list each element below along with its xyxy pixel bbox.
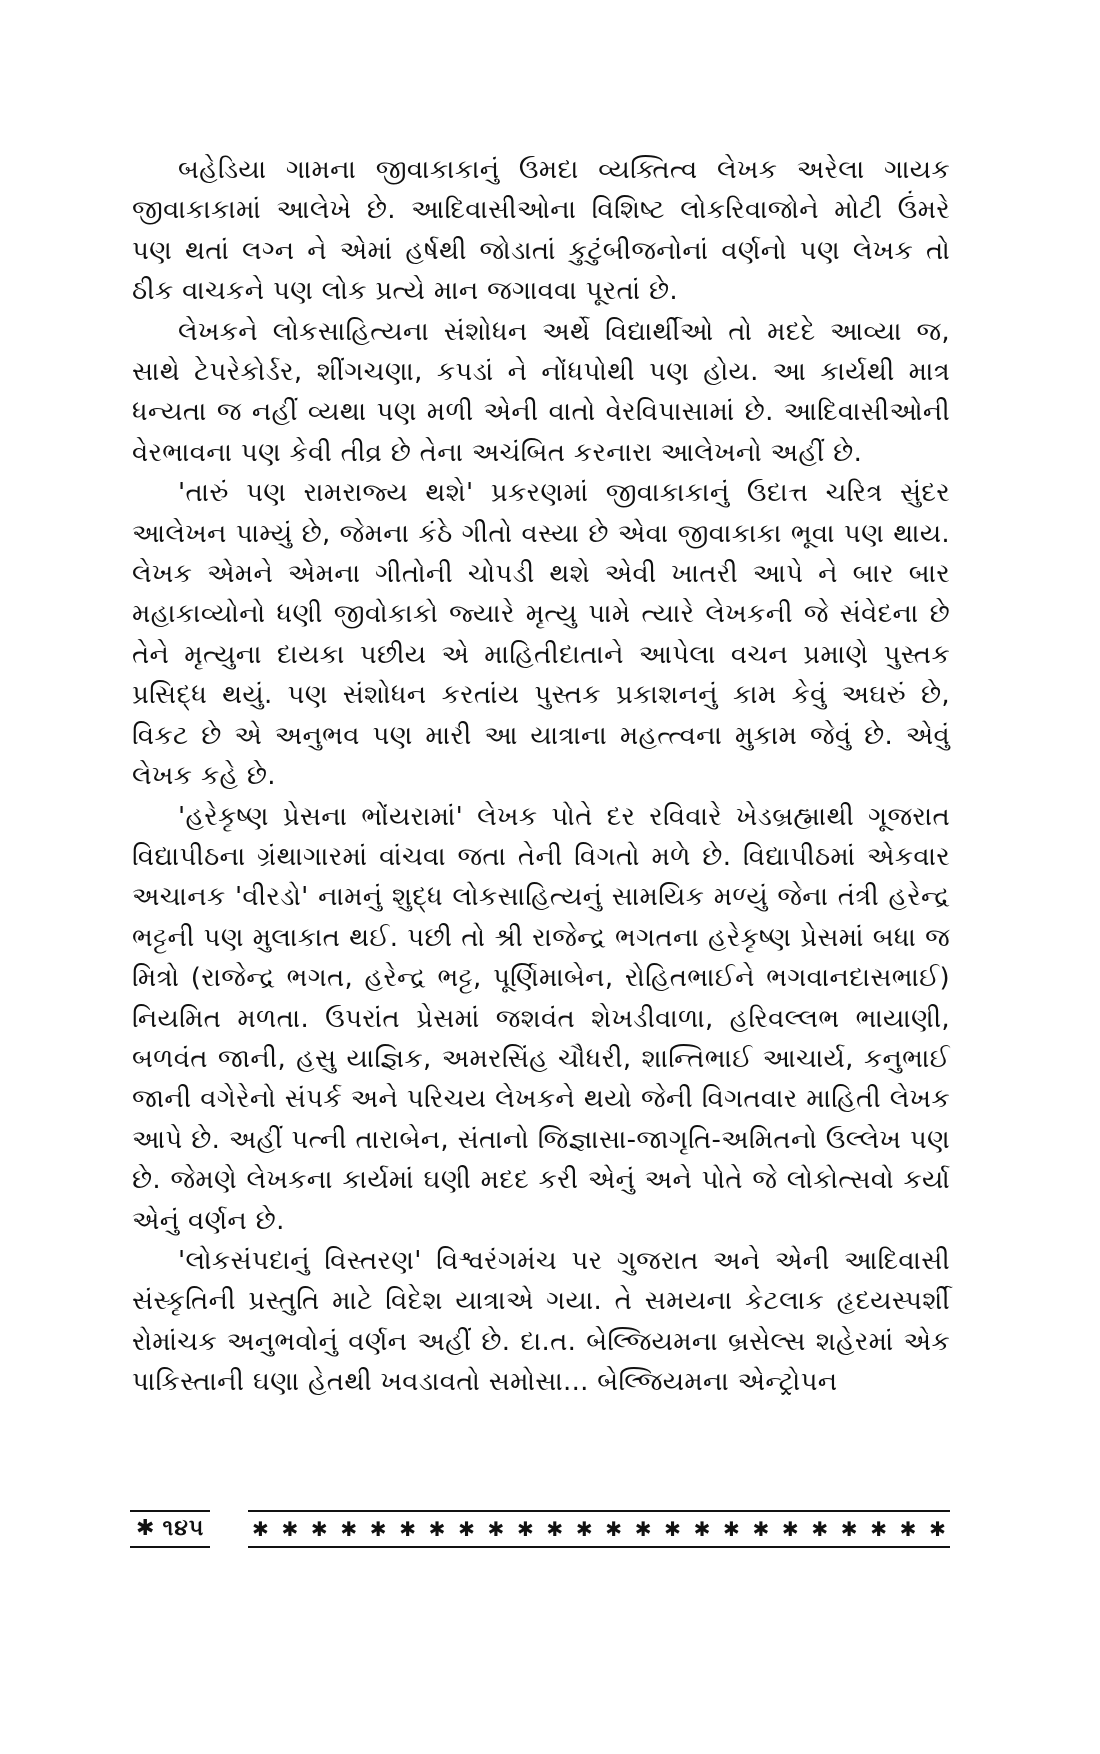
star-icon: ✱ <box>399 1517 416 1541</box>
star-icon: ✱ <box>693 1517 711 1541</box>
star-icon: ✱ <box>723 1517 740 1541</box>
paragraph-3: 'તારું પણ રામરાજ્ય થશે' પ્રકરણમાં જીવાકાકાનું ઉદાત્ત ચરિત્ર સુંદર આલેખન પામ્યું છે, જેમના કંઠે ગીતો વસ્યા છે એવા જીવાકાકા ભૂવા પણ થાય. લેખક એમને એમના ગીતોની ચોપડી થશે એવી ખાતરી આપે ને બાર બાર મહાકાવ્યોનો ધણી જીવોકાકો જ્યારે મૃત્યુ પામે ત્યારે લેખકની જે સંવેદના છે તેને મૃત્યુના દાયકા પછીય એ માહિતીદાતાને આપેલા વચન પ્રમાણે પુસ્તક પ્રસિદ્ધ થયું. પણ સંશોધન કરતાંય પુસ્તક પ્રકાશનનું કામ કેવું અઘરું છે, વિકટ છે એ અનુભવ પણ મારી આ યાત્રાના મહત્ત્વના મુકામ જેવું છે. એવું લેખક કહે છે. <box>132 478 950 792</box>
star-icon: ✱ <box>516 1517 534 1541</box>
star-icon: ✱ <box>870 1517 887 1541</box>
star-icon: ✱ <box>781 1517 799 1541</box>
page-footer <box>130 1510 950 1546</box>
star-icon: ✱ <box>929 1517 946 1541</box>
star-icon: ✱ <box>369 1517 387 1541</box>
paragraph-1: બહેડિયા ગામના જીવાકાકાનું ઉમદા વ્યક્તિત્વ લેખક અરેલા ગાયક જીવાકાકામાં આલેખે છે. આદિવાસીઓના વિશિષ્ટ લોકરિવાજોને મોટી ઉંમરે પણ થતાં લગ્ન ને એમાં હર્ષથી જોડાતાં કુટુંબીજનોનાં વર્ણનો પણ લેખક તો ઠીક વાચકને પણ લોક પ્રત્યે માન જગાવવા પૂરતાં છે. <box>132 155 950 307</box>
star-icon: ✱ <box>281 1517 299 1541</box>
paragraph-4: 'હરેકૃષ્ણ પ્રેસના ભોંયરામાં' લેખક પોતે દર રવિવારે ખેડબ્રહ્માથી ગૂજરાત વિદ્યાપીઠના ગ્રંથાગારમાં વાંચવા જતા તેની વિગતો મળે છે. વિદ્યાપીઠમાં એકવાર અચાનક 'વીરડો' નામનું શુદ્ધ લોકસાહિત્યનું સામયિક મળ્યું જેના તંત્રી હરેન્દ્ર ભટ્ટની પણ મુલાકાત થઈ. પછી તો શ્રી રાજેન્દ્ર ભગતના હરેકૃષ્ણ પ્રેસમાં બધા જ મિત્રો (રાજેન્દ્ર ભગત, હરેન્દ્ર ભટ્ટ, પૂર્ણિમાબેન, રોહિતભાઈને ભગવાનદાસભાઈ) નિયમિત મળતા. ઉપરાંત પ્રેસમાં જશવંત શેખડીવાળા, હરિવલ્લભ ભાયાણી, બળવંત જાની, હસુ યાજ્ઞિક, અમરસિંહ ચૌધરી, શાન્તિભાઈ આચાર્ય, કનુભાઈ જાની વગેરેનો સંપર્ક અને પરિચય લેખકને થયો જેની વિગતવાર માહિતી લેખક આપે છે. અહીં પત્ની તારાબેન, સંતાનો જિજ્ઞાસા-જાગૃતિ-અમિતનો ઉલ્લેખ પણ છે. જેમણે લેખકના કાર્યમાં ઘણી મદદ કરી એનું અને પોતે જે લોકોત્સવો કર્યા એનું વર્ણન છે. <box>132 801 950 1236</box>
star-icon: ✱ <box>605 1517 623 1541</box>
star-icon: ✱ <box>811 1517 829 1541</box>
star-icon: ✱ <box>428 1517 446 1541</box>
paragraph-5: 'લોકસંપદાનું વિસ્તરણ' વિશ્વરંગમંચ પર ગુજરાત અને એની આદિવાસી સંસ્કૃતિની પ્રસ્તુતિ માટે વિદેશ યાત્રાએ ગયા. તે સમયના કેટલાક હૃદયસ્પર્શી રોમાંચક અનુભવોનું વર્ણન અહીં છે. દા.ત. બેલ્જિયમના બ્રસેલ્સ શહેરમાં એક પાકિસ્તાની ઘણા હેતથી ખવડાવતો સમોસા... બેલ્જિયમના એન્ટ્રોપન <box>132 1245 950 1398</box>
star-icon: ✱ <box>664 1517 681 1541</box>
star-icon: ✱ <box>546 1517 564 1541</box>
page-number-box <box>130 1510 210 1548</box>
star-icon: ✱ <box>634 1517 652 1541</box>
star-icon: ✱ <box>899 1517 917 1541</box>
star-icon: ✱ <box>458 1517 475 1541</box>
star-icon: ✱ <box>840 1517 858 1541</box>
star-icon: ✱ <box>340 1517 358 1541</box>
star-icon: ✱ <box>575 1517 593 1541</box>
decorative-star-rule <box>248 1510 950 1548</box>
star-icon: ✱ <box>252 1517 269 1541</box>
star-icon: ✱ <box>752 1517 770 1541</box>
paragraph-2: લેખકને લોકસાહિત્યના સંશોધન અર્થે વિદ્યાર્થીઓ તો મદદે આવ્યા જ, સાથે ટેપરેકોર્ડર, શીંગચણા, કપડાં ને નોંધપોથી પણ હોય. આ કાર્યથી માત્ર ધન્યતા જ નહીં વ્યથા પણ મળી એની વાતો વેરવિપાસામાં છે. આદિવાસીઓની વેરભાવના પણ કેવી તીવ્ર છે તેના અચંબિત કરનારા આલેખનો અહીં છે. <box>132 316 950 468</box>
star-icon: ✱ <box>487 1517 505 1541</box>
body-text <box>132 150 950 1403</box>
star-icon: ✱ <box>310 1517 328 1541</box>
page-number: ૧૪૫ <box>162 1516 205 1541</box>
star-icon: ✱ <box>136 1516 155 1541</box>
